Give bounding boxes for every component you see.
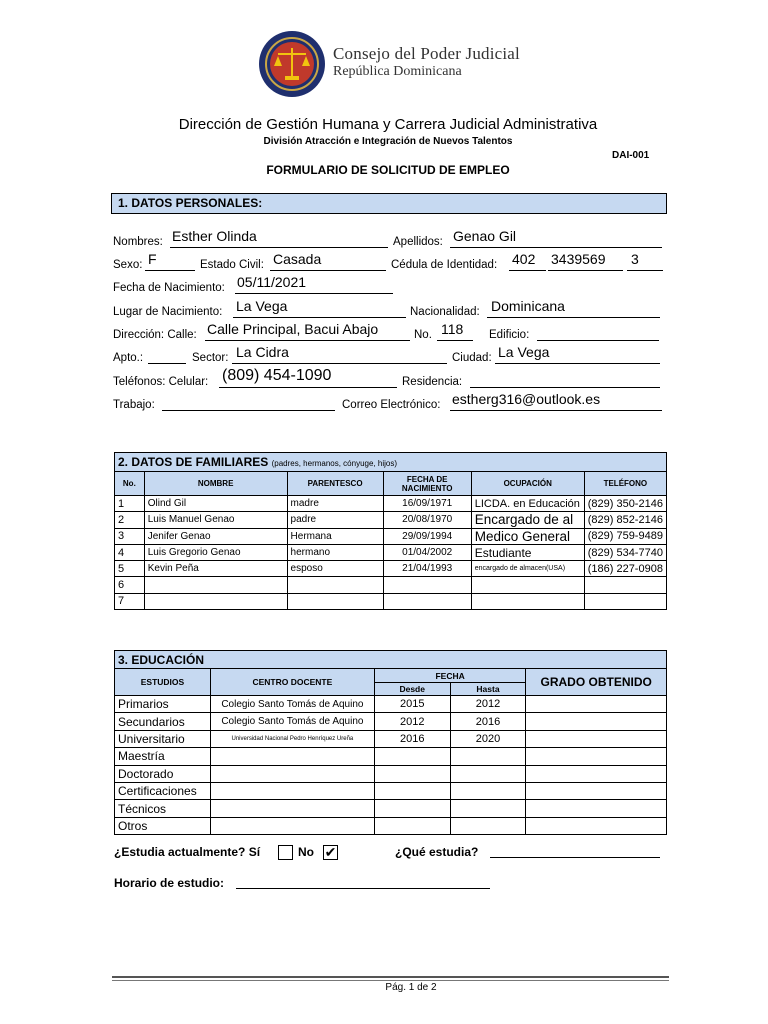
family-fecha[interactable] xyxy=(383,593,471,609)
edu-hasta[interactable] xyxy=(450,748,526,765)
family-telefono[interactable]: (186) 227-0908 xyxy=(584,561,666,577)
family-col-telefono: TELÉFONO xyxy=(584,472,666,496)
table-row xyxy=(115,544,667,560)
edu-col-fecha: FECHA xyxy=(374,669,526,683)
edu-desde[interactable] xyxy=(374,817,450,834)
family-table-header xyxy=(115,472,667,496)
edu-col-grado: GRADO OBTENIDO xyxy=(526,669,667,696)
family-no: 5 xyxy=(115,561,145,577)
field-celular[interactable] xyxy=(219,387,397,388)
direction-title: Dirección de Gestión Humana y Carrera Judicial Administrativa xyxy=(178,116,598,133)
edu-desde[interactable] xyxy=(374,748,450,765)
edu-centro[interactable] xyxy=(210,765,374,782)
edu-hasta[interactable] xyxy=(450,782,526,799)
table-row xyxy=(115,817,667,834)
family-nombre[interactable]: Kevin Peña xyxy=(144,561,287,577)
value-correo: estherg316@outlook.es xyxy=(452,391,601,407)
edu-centro[interactable] xyxy=(210,817,374,834)
value-sexo: F xyxy=(148,251,157,267)
table-row xyxy=(115,748,667,765)
label-nacionalidad: Nacionalidad: xyxy=(410,306,480,318)
section-personal-header: 1. DATOS PERSONALES: xyxy=(111,193,667,214)
family-col-fecha: FECHA DE NACIMIENTO xyxy=(383,472,471,496)
family-nombre[interactable] xyxy=(144,593,287,609)
family-fecha[interactable]: 21/04/1993 xyxy=(383,561,471,577)
edu-hasta[interactable]: 2020 xyxy=(450,730,526,747)
family-fecha[interactable] xyxy=(383,577,471,593)
table-row xyxy=(115,696,667,713)
label-apellidos: Apellidos: xyxy=(393,236,443,248)
family-telefono[interactable]: (829) 534-7740 xyxy=(584,544,666,560)
label-fecha-nacimiento: Fecha de Nacimiento: xyxy=(113,282,225,294)
section-education-header: 3. EDUCACIÓN xyxy=(115,651,667,669)
edu-grado[interactable] xyxy=(526,817,667,834)
edu-col-desde: Desde xyxy=(374,683,450,696)
family-ocupacion[interactable] xyxy=(471,577,584,593)
value-estado-civil: Casada xyxy=(273,251,322,267)
label-no: No xyxy=(298,845,314,859)
family-col-nombre: NOMBRE xyxy=(144,472,287,496)
footer-divider-thin xyxy=(112,980,669,981)
field-cedula-2[interactable] xyxy=(548,270,623,271)
field-estado-civil[interactable] xyxy=(270,270,386,271)
value-no: 118 xyxy=(441,321,464,337)
table-row xyxy=(115,713,667,730)
family-no: 2 xyxy=(115,512,145,528)
family-nombre[interactable] xyxy=(144,577,287,593)
edu-desde[interactable] xyxy=(374,800,450,817)
field-correo[interactable] xyxy=(450,410,662,411)
edu-estudios: Técnicos xyxy=(115,800,211,817)
family-ocupacion[interactable]: Medico General xyxy=(471,528,584,544)
edu-grado[interactable] xyxy=(526,765,667,782)
edu-hasta[interactable]: 2012 xyxy=(450,696,526,713)
edu-col-hasta: Hasta xyxy=(450,683,526,696)
value-ciudad: La Vega xyxy=(498,344,550,360)
family-col-ocupacion: OCUPACIÓN xyxy=(471,472,584,496)
label-estado-civil: Estado Civil: xyxy=(200,259,264,271)
footer-divider xyxy=(112,976,669,978)
form-title: FORMULARIO DE SOLICITUD DE EMPLEO xyxy=(266,163,510,177)
edu-estudios: Doctorado xyxy=(115,765,211,782)
table-row xyxy=(115,577,667,593)
value-nacionalidad: Dominicana xyxy=(491,298,565,314)
value-lugar-nacimiento: La Vega xyxy=(236,298,288,314)
edu-grado[interactable] xyxy=(526,730,667,747)
family-ocupacion[interactable]: Encargado de al xyxy=(471,512,584,528)
label-que-estudia: ¿Qué estudia? xyxy=(395,845,479,859)
edu-hasta[interactable] xyxy=(450,817,526,834)
family-col-no: No. xyxy=(115,472,145,496)
value-nombres: Esther Olinda xyxy=(172,228,257,244)
label-trabajo: Trabajo: xyxy=(113,399,155,411)
edu-estudios: Otros xyxy=(115,817,211,834)
table-row xyxy=(115,528,667,544)
table-row xyxy=(115,561,667,577)
division-title: División Atracción e Integración de Nuevos Talentos xyxy=(263,136,513,147)
edu-col-centro: CENTRO DOCENTE xyxy=(210,669,374,696)
edu-centro[interactable]: Colegio Santo Tomás de Aquino xyxy=(210,713,374,730)
table-row xyxy=(115,782,667,799)
org-subtitle: República Dominicana xyxy=(333,64,462,79)
edu-hasta[interactable] xyxy=(450,800,526,817)
label-edificio: Edificio: xyxy=(489,329,530,341)
family-parentesco[interactable]: Hermana xyxy=(287,528,383,544)
value-sector: La Cidra xyxy=(236,344,289,360)
edu-grado[interactable] xyxy=(526,782,667,799)
edu-estudios: Certificaciones xyxy=(115,782,211,799)
label-direccion: Dirección: Calle: xyxy=(113,329,197,341)
form-code: DAI-001 xyxy=(612,150,650,161)
label-residencia: Residencia: xyxy=(402,376,463,388)
family-no: 4 xyxy=(115,544,145,560)
edu-desde[interactable] xyxy=(374,765,450,782)
value-cedula-3: 3 xyxy=(631,251,639,267)
edu-centro[interactable]: Colegio Santo Tomás de Aquino xyxy=(210,696,374,713)
label-correo: Correo Electrónico: xyxy=(342,399,441,411)
label-sector: Sector: xyxy=(192,352,229,364)
label-lugar-nacimiento: Lugar de Nacimiento: xyxy=(113,306,223,318)
family-nombre[interactable]: Olind Gil xyxy=(144,496,287,512)
value-calle: Calle Principal, Bacui Abajo xyxy=(207,321,379,337)
section-family-note: (padres, hermanos, cónyuge, hijos) xyxy=(271,459,397,468)
edu-estudios: Secundarios xyxy=(115,713,211,730)
edu-centro[interactable] xyxy=(210,782,374,799)
edu-desde[interactable]: 2016 xyxy=(374,730,450,747)
edu-desde[interactable]: 2015 xyxy=(374,696,450,713)
field-apto[interactable] xyxy=(148,363,186,364)
edu-hasta[interactable] xyxy=(450,765,526,782)
section-family-header xyxy=(115,453,667,472)
table-row xyxy=(115,765,667,782)
table-row xyxy=(115,800,667,817)
table-row xyxy=(115,496,667,512)
field-sector[interactable] xyxy=(232,363,447,364)
edu-estudios: Maestría xyxy=(115,748,211,765)
family-no: 1 xyxy=(115,496,145,512)
family-ocupacion[interactable]: encargado de almacen(USA) xyxy=(471,561,584,577)
family-table xyxy=(114,452,667,610)
family-ocupacion[interactable]: Estudiante xyxy=(471,544,584,560)
family-telefono[interactable]: (829) 350-2146 xyxy=(584,496,666,512)
value-celular: (809) 454-1090 xyxy=(222,367,332,384)
field-no[interactable] xyxy=(437,340,473,341)
edu-centro[interactable] xyxy=(210,800,374,817)
table-row xyxy=(115,730,667,747)
page-number: Pág. 1 de 2 xyxy=(385,982,437,993)
family-nombre[interactable]: Luis Manuel Genao xyxy=(144,512,287,528)
edu-col-estudios: ESTUDIOS xyxy=(115,669,211,696)
family-ocupacion[interactable] xyxy=(471,593,584,609)
edu-grado[interactable] xyxy=(526,748,667,765)
family-parentesco[interactable]: padre xyxy=(287,512,383,528)
edu-grado[interactable] xyxy=(526,696,667,713)
family-no: 6 xyxy=(115,577,145,593)
org-name: Consejo del Poder Judicial xyxy=(333,44,520,63)
value-apellidos: Genao Gil xyxy=(453,228,517,244)
family-telefono[interactable] xyxy=(584,593,666,609)
field-lugar-nacimiento[interactable] xyxy=(233,317,406,318)
edu-grado[interactable] xyxy=(526,713,667,730)
field-cedula-3[interactable] xyxy=(627,270,663,271)
family-telefono[interactable]: (829) 852-2146 xyxy=(584,512,666,528)
field-nacionalidad[interactable] xyxy=(487,317,660,318)
value-fecha-nacimiento: 05/11/2021 xyxy=(237,274,307,290)
edu-centro[interactable] xyxy=(210,748,374,765)
edu-estudios: Primarios xyxy=(115,696,211,713)
table-row xyxy=(115,512,667,528)
field-cedula-1[interactable] xyxy=(509,270,546,271)
table-row xyxy=(115,593,667,609)
field-sexo[interactable] xyxy=(145,270,195,271)
label-apto: Apto.: xyxy=(113,352,144,364)
family-fecha[interactable]: 16/09/1971 xyxy=(383,496,471,512)
family-fecha[interactable]: 20/08/1970 xyxy=(383,512,471,528)
field-fecha-nacimiento[interactable] xyxy=(235,293,393,294)
family-ocupacion[interactable]: LICDA. en Educación xyxy=(471,496,584,512)
edu-hasta[interactable]: 2016 xyxy=(450,713,526,730)
education-table-header xyxy=(115,669,667,683)
field-apellidos[interactable] xyxy=(450,247,662,248)
family-parentesco[interactable]: hermano xyxy=(287,544,383,560)
field-residencia[interactable] xyxy=(470,387,660,388)
field-horario-estudio[interactable] xyxy=(236,888,490,889)
field-trabajo[interactable] xyxy=(162,410,335,411)
label-cedula: Cédula de Identidad: xyxy=(391,259,498,271)
edu-centro[interactable]: Universidad Nacional Pedro Henríquez Ureña xyxy=(210,730,374,747)
label-nombres: Nombres: xyxy=(113,236,163,248)
label-horario-estudio: Horario de estudio: xyxy=(114,876,225,890)
label-estudia-actualmente: ¿Estudia actualmente? Sí xyxy=(114,845,261,859)
family-col-parentesco: PARENTESCO xyxy=(287,472,383,496)
label-sexo: Sexo: xyxy=(113,259,143,271)
edu-desde[interactable]: 2012 xyxy=(374,713,450,730)
checkbox-no[interactable]: ✔ xyxy=(324,844,337,860)
family-parentesco[interactable]: madre xyxy=(287,496,383,512)
family-fecha[interactable]: 29/09/1994 xyxy=(383,528,471,544)
family-telefono[interactable]: (829) 759-9489 xyxy=(584,528,666,544)
family-parentesco[interactable] xyxy=(287,577,383,593)
family-no: 3 xyxy=(115,528,145,544)
label-no: No. xyxy=(414,329,432,341)
family-parentesco[interactable] xyxy=(287,593,383,609)
judicial-seal-logo xyxy=(258,30,326,98)
field-edificio[interactable] xyxy=(537,340,659,341)
edu-estudios: Universitario xyxy=(115,730,211,747)
family-no: 7 xyxy=(115,593,145,609)
field-ciudad[interactable] xyxy=(495,363,660,364)
label-telefonos: Teléfonos: Celular: xyxy=(113,376,209,388)
checkbox-si[interactable] xyxy=(278,845,293,860)
family-parentesco[interactable]: esposo xyxy=(287,561,383,577)
edu-desde[interactable] xyxy=(374,782,450,799)
family-fecha[interactable]: 01/04/2002 xyxy=(383,544,471,560)
label-ciudad: Ciudad: xyxy=(452,352,492,364)
family-telefono[interactable] xyxy=(584,577,666,593)
edu-grado[interactable] xyxy=(526,800,667,817)
family-nombre[interactable]: Jenifer Genao xyxy=(144,528,287,544)
field-nombres[interactable] xyxy=(170,247,388,248)
field-calle[interactable] xyxy=(205,340,410,341)
value-cedula-2: 3439569 xyxy=(551,251,606,267)
section-family-title: 2. DATOS DE FAMILIARES xyxy=(118,455,269,469)
education-table xyxy=(114,650,667,835)
family-nombre[interactable]: Luis Gregorio Genao xyxy=(144,544,287,560)
value-cedula-1: 402 xyxy=(512,251,536,267)
field-que-estudia[interactable] xyxy=(490,857,660,858)
